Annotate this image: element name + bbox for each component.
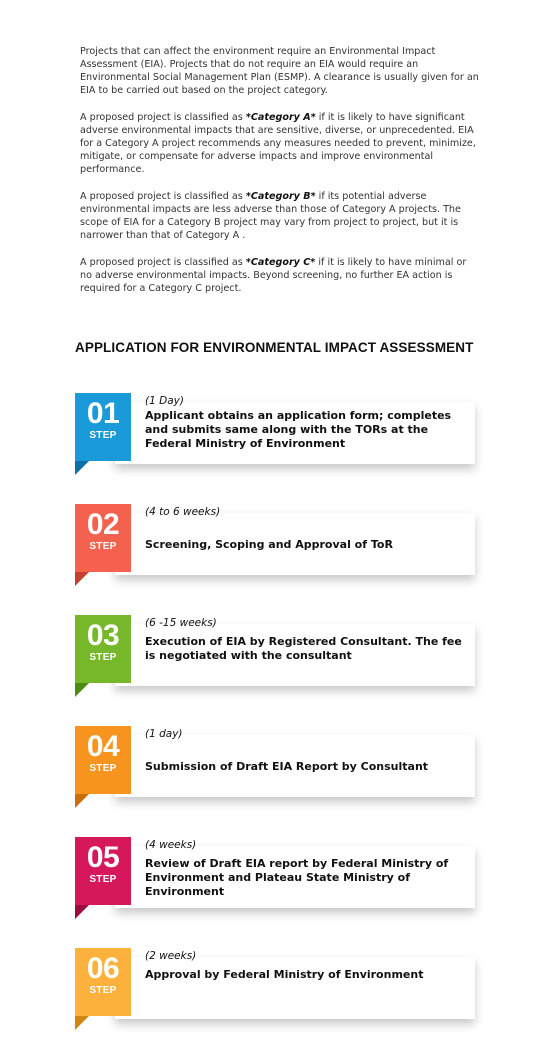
step-item (75, 837, 477, 927)
step-description: Review of Draft EIA report by Federal Ministry of Environment and Plateau State Ministry of Environment (145, 857, 449, 898)
step-item (75, 393, 477, 483)
step-duration: (6 -15 weeks) (145, 617, 217, 629)
text-span: A proposed project is classified as (80, 112, 246, 123)
step-badge (75, 948, 131, 1016)
step-description: Submission of Draft EIA Report by Consultant (145, 760, 429, 773)
step-number: 01 (86, 397, 120, 430)
category-c-label: *Category C* (245, 257, 316, 268)
step-word: STEP (89, 430, 117, 441)
step-duration: (4 to 6 weeks) (145, 506, 221, 518)
step-number: 02 (86, 508, 120, 541)
step-item (75, 726, 477, 816)
step-description: Approval by Federal Ministry of Environment (145, 968, 424, 981)
step-item (75, 948, 477, 1038)
intro-paragraph-category-a (80, 111, 480, 176)
step-word: STEP (89, 652, 117, 663)
step-number: 03 (86, 619, 120, 652)
intro-text (80, 45, 480, 309)
step-badge (75, 837, 131, 905)
step-number: 06 (86, 952, 120, 985)
text-span: A proposed project is classified as (80, 257, 246, 268)
step-badge (75, 726, 131, 794)
step-item (75, 615, 477, 705)
step-badge (75, 615, 131, 683)
step-duration: (4 weeks) (145, 839, 197, 851)
step-description: Execution of EIA by Registered Consultant. The fee is negotiated with the consultant (145, 635, 462, 662)
step-word: STEP (89, 763, 117, 774)
step-word: STEP (89, 541, 117, 552)
step-duration: (1 Day) (145, 395, 184, 407)
step-badge (75, 504, 131, 572)
step-duration: (1 day) (145, 728, 183, 740)
step-badge (75, 393, 131, 461)
section-heading: APPLICATION FOR ENVIRONMENTAL IMPACT ASSESSMENT (75, 340, 474, 355)
intro-paragraph-category-b (80, 190, 480, 242)
step-card (115, 957, 475, 1019)
category-a-label: *Category A* (245, 112, 316, 123)
intro-paragraph-category-c (80, 256, 480, 295)
intro-paragraph-1: Projects that can affect the environment require an Environmental Impact Assessment (EIA). Projects that do not require an EIA would require an Environmental Social Management Plan (ESMP). A clearance is usually given for an EIA to be carried out based on the project category. (80, 46, 479, 96)
text-span: if it is likely to have minimal or no adverse environmental impacts. Beyond screening, no further EA action is required for a Category C project. (80, 257, 467, 294)
step-description: Applicant obtains an application form; completes and submits same along with the TORs at the Federal Ministry of Environment (145, 409, 452, 450)
category-b-label: *Category B* (245, 191, 316, 202)
step-item (75, 504, 477, 594)
step-description: Screening, Scoping and Approval of ToR (145, 538, 393, 551)
step-number: 04 (86, 730, 120, 763)
step-duration: (2 weeks) (145, 950, 197, 962)
text-span: if its potential adverse environmental impacts are less adverse than those of Category A projects. The scope of EIA for a Category B project may vary from project to project, but it is narrower than that of Category A . (80, 191, 461, 241)
step-word: STEP (89, 874, 117, 885)
step-word: STEP (89, 985, 117, 996)
text-span: if it is likely to have significant adverse environmental impacts that are sensitive, diverse, or unprecedented. EIA for a Category A project recommends any measures needed to prevent, minimize, mitigate, or compensate for adverse impacts and improve environmental performance. (80, 112, 476, 175)
step-number: 05 (86, 841, 120, 874)
text-span: A proposed project is classified as (80, 191, 246, 202)
